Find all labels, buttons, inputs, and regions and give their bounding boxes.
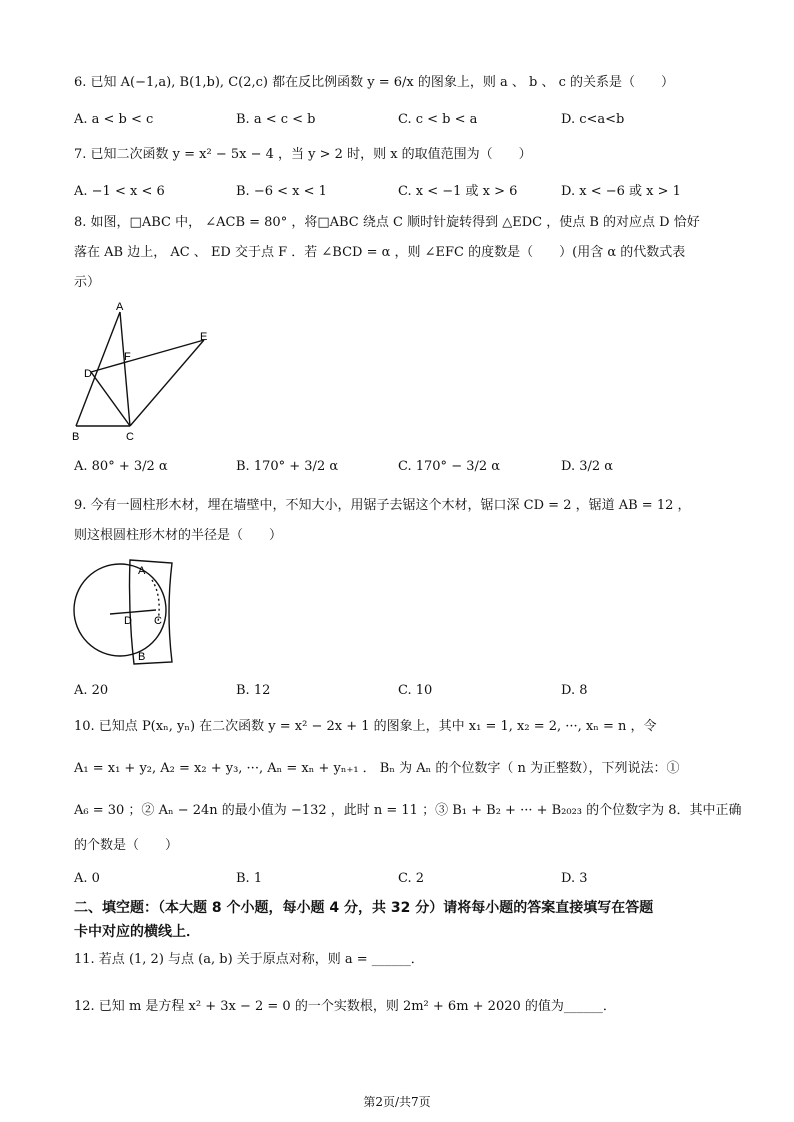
- segment-ab: [76, 312, 120, 426]
- label-c: C: [126, 431, 134, 443]
- label-a: A: [116, 301, 124, 313]
- q9-stem-line2: 则这根圆柱形木材的半径是（ ）: [74, 528, 283, 543]
- label-d: D: [84, 368, 92, 380]
- q8-stem-line3: 示）: [74, 275, 101, 290]
- q8-option-c: C. 170° − 3/2 α: [398, 459, 501, 474]
- label-c: C: [154, 615, 162, 627]
- q8-stem-line1: 8. 如图，□ABC 中， ∠ACB = 80° ，将□ABC 绕点 C 顺时针旋转得到 △EDC ，使点 B 的对应点 D 恰好: [74, 215, 700, 230]
- label-f: F: [124, 351, 131, 363]
- q7-option-c: C. x < −1 或 x > 6: [398, 184, 518, 199]
- q12-stem: 12. 已知 m 是方程 x² + 3x − 2 = 0 的一个实数根，则 2m² + 6m + 2020 的值为______．: [74, 999, 616, 1014]
- q9-option-b: B. 12: [236, 683, 271, 698]
- q10-stem-line3: A₆ = 30 ；② Aₙ − 24n 的最小值为 −132 ，此时 n = 11 ；③ B₁ + B₂ + ··· + B₂₀₂₃ 的个位数字为 8．其中正确: [74, 803, 742, 818]
- q10-option-a: A. 0: [74, 871, 100, 886]
- segment-ec: [130, 340, 204, 426]
- q9-option-c: C. 10: [398, 683, 433, 698]
- q10-option-c: C. 2: [398, 871, 425, 886]
- q10-stem-line2: A₁ = x₁ + y₂, A₂ = x₂ + y₃, ···, Aₙ = xₙ + yₙ₊₁ ． Bₙ 为 Aₙ 的个位数字（ n 为正整数），下列说法：①: [74, 761, 680, 776]
- q7-option-d: D. x < −6 或 x > 1: [561, 184, 681, 199]
- section-heading-line1: 二、填空题：（本大题 8 个小题，每小题 4 分，共 32 分）请将每小题的答案直接填写在答题: [74, 900, 654, 916]
- q6-option-a: A. a < b < c: [74, 112, 154, 127]
- q10-stem-line4: 的个数是（ ）: [74, 838, 179, 853]
- q9-option-a: A. 20: [74, 683, 109, 698]
- label-a: A: [138, 565, 146, 577]
- q6-option-d: D. c<a<b: [561, 112, 625, 127]
- saw-depth-line: [110, 610, 156, 614]
- q9-stem-line1: 9. 今有一圆柱形木材，埋在墙壁中，不知大小，用锯子去锯这个木材，锯口深 CD = 2 ，锯道 AB = 12 ，: [74, 498, 691, 513]
- q7-option-b: B. −6 < x < 1: [236, 184, 327, 199]
- q10-option-d: D. 3: [561, 871, 588, 886]
- segment-ac: [120, 312, 130, 426]
- q8-triangle-figure: [66, 298, 216, 446]
- q9-option-d: D. 8: [561, 683, 588, 698]
- label-b: B: [138, 651, 146, 663]
- page-number: 第2页/共7页: [363, 1095, 431, 1109]
- q6-option-b: B. a < c < b: [236, 112, 316, 127]
- segment-dc: [91, 372, 130, 426]
- q7-option-a: A. −1 < x < 6: [74, 184, 165, 199]
- q8-option-a: A. 80° + 3/2 α: [74, 459, 168, 474]
- q10-stem-line1: 10. 已知点 P(xₙ, yₙ) 在二次函数 y = x² − 2x + 1 的图象上，其中 x₁ = 1, x₂ = 2, ···, xₙ = n ，令: [74, 719, 657, 734]
- section-heading-line2: 卡中对应的横线上．: [74, 924, 200, 940]
- q6-stem: 6. 已知 A(−1,a), B(1,b), C(2,c) 都在反比例函数 y = 6/x 的图象上，则 a 、 b 、 c 的关系是（ ）: [74, 75, 674, 90]
- label-e: E: [200, 331, 208, 343]
- label-d: D: [124, 615, 132, 627]
- q7-stem: 7. 已知二次函数 y = x² − 5x − 4 ，当 y > 2 时，则 x 的取值范围为（ ）: [74, 147, 532, 162]
- q8-option-d: D. 3/2 α: [561, 459, 614, 474]
- q6-option-c: C. c < b < a: [398, 112, 478, 127]
- q8-option-b: B. 170° + 3/2 α: [236, 459, 339, 474]
- q11-stem: 11. 若点 (1, 2) 与点 (a, b) 关于原点对称，则 a = ______．: [74, 952, 424, 967]
- label-b: B: [72, 431, 80, 443]
- q10-option-b: B. 1: [236, 871, 263, 886]
- q8-stem-line2: 落在 AB 边上， AC 、 ED 交于点 F ．若 ∠BCD = α ，则 ∠EFC 的度数是（ ）(用含 α 的代数式表: [74, 245, 686, 260]
- q9-log-figure: [70, 556, 182, 668]
